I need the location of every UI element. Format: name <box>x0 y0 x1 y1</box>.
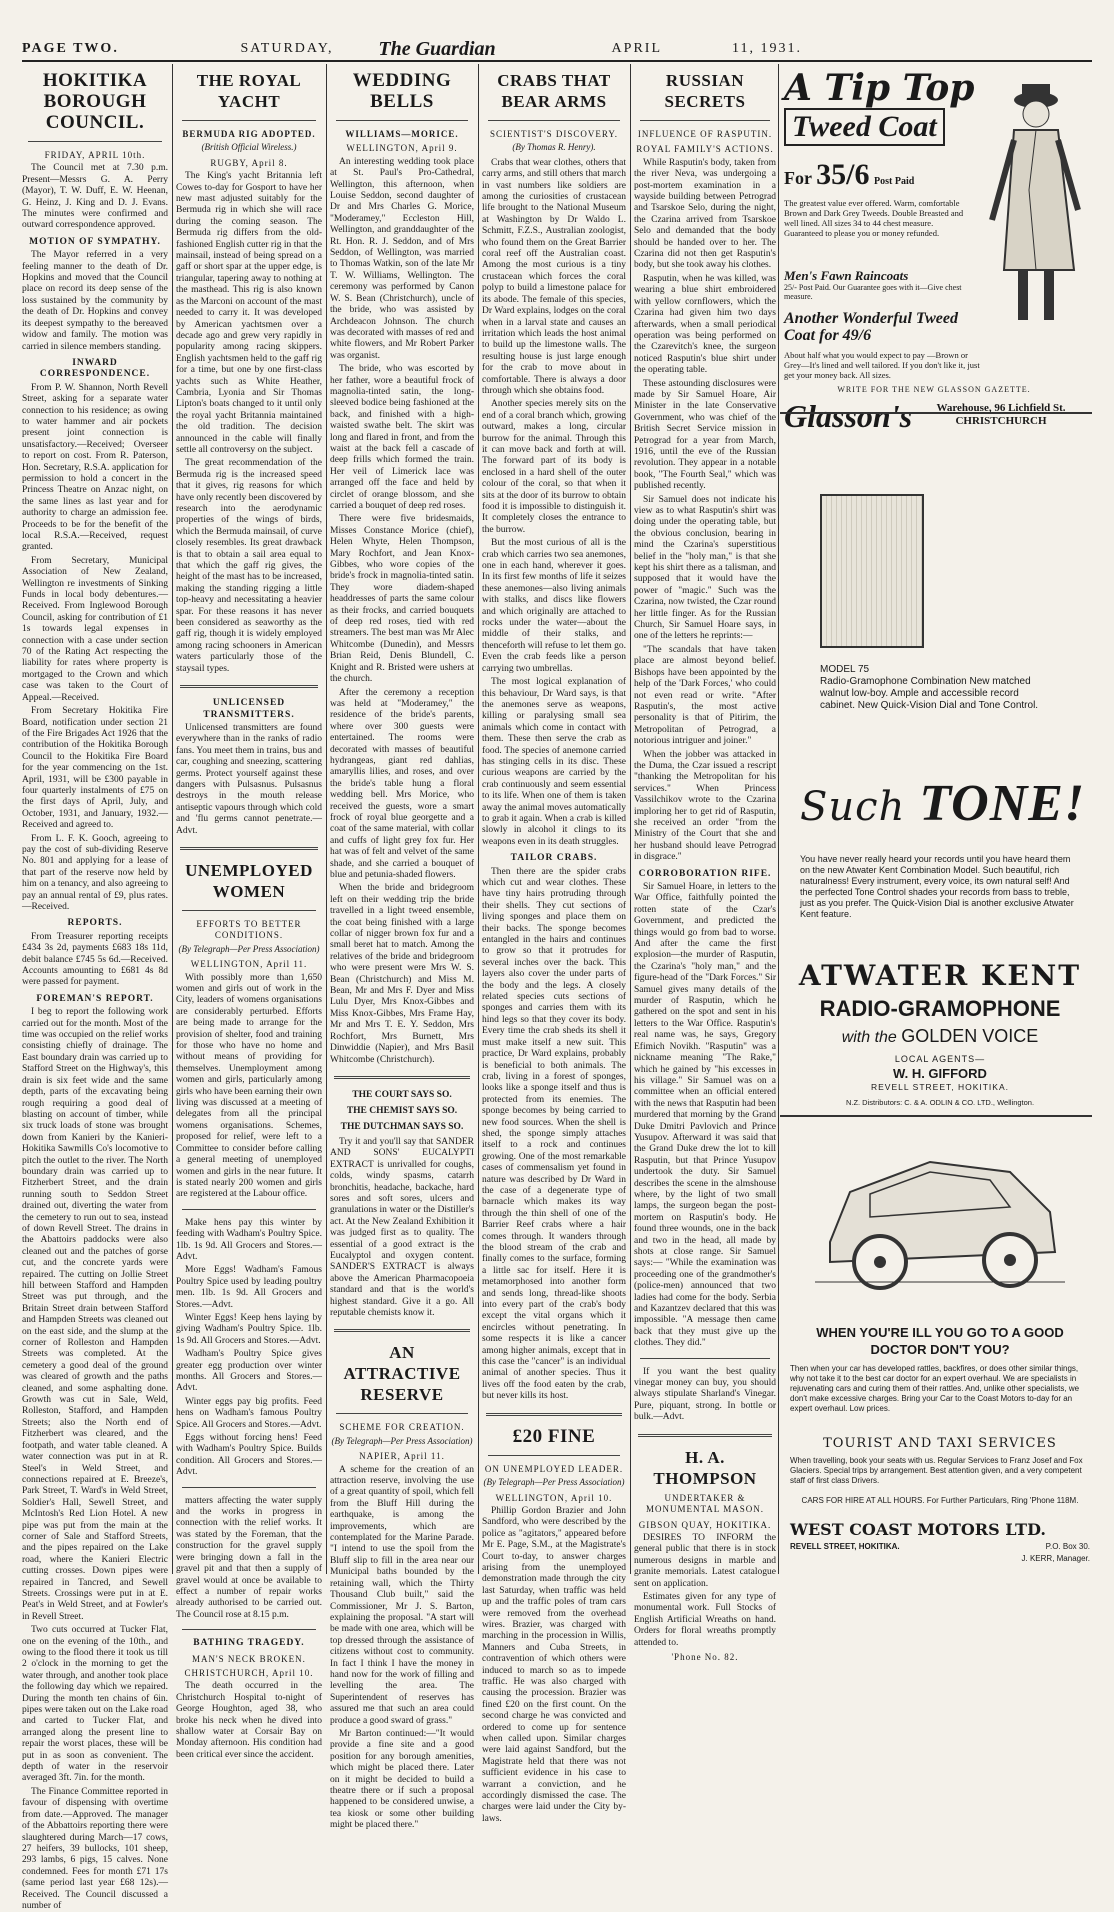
glasson-advert <box>784 67 1088 434</box>
column-rule <box>478 64 479 1574</box>
advert-thompson-trade: UNDERTAKER & MONUMENTAL MASON. <box>646 1492 764 1515</box>
west-coast-motors: WEST COAST MOTORS LTD. <box>790 1520 1046 1539</box>
advert-paragraph: Estimates given for any type of monumental work. Full Stocks of English Artificial Wreaths on hand. Orders for floral wreaths promptly attended to. <box>634 1591 776 1648</box>
street-address: REVELL STREET, HOKITIKA. <box>790 1542 900 1551</box>
golden-voice: GOLDEN VOICE <box>901 1026 1039 1046</box>
dateline: WELLINGTON, April 10. <box>495 1492 613 1503</box>
article-paragraph: From P. W. Shannon, North Revell Street, asking for a separate water connection to his residence; as owing to water hammer and air pockets present joint connection is unsatisfactory.—Received; Overseer to report on cost. From R. Paterson, Hon. Secretary, R.S.A. application for permission to hold a concert in the Princess Theatre on Anzac night, on the same lines as last year and for authority to charge an admission fee. Proceeds to be for the benefit of the local R.S.A.—Received, request granted. <box>22 382 168 553</box>
such-tone-headline <box>800 774 1090 833</box>
distributors: N.Z. Distributors: C. & A. ODLIN & CO. LTD., Wellington. <box>845 1098 1035 1107</box>
manager-name: J. KERR, Manager. <box>1021 1554 1090 1563</box>
credit-line: (By Telegraph—Per Press Association) <box>178 943 320 954</box>
radio-cabinet-illustration <box>820 494 924 648</box>
advert-paragraph: DESIRES TO INFORM the general public that there is in stock numerous designs in marble and granite memorials. Latest catalogue sent on application. <box>634 1532 776 1589</box>
article-paragraph: The most logical explanation of this behaviour, Dr Ward says, is that the anemones serve as weapons, killing or paralysing small sea animals which come in contact with them. These then serve the crab as food. The species of anemone carried has stinging cells in its disc. These curious weapons are carried by the crab continuously and seem essential to its life. When one of them is taken away the animal moves automatically to grab it again. When a crab is killed slowly in alcohol it clings to its weapons even in its death struggles. <box>482 677 626 847</box>
advert-paragraph: Try it and you'll say that SANDER AND SONS' EUCALYPTI EXTRACT is unrivalled for coughs, colds, windy spasms, catarrh bronchitis, headache, backache, hard sores and soft sores, ulcers and granulations in water or the Distiller's act. At the New Zealand Exhibition it was judged first as to quality. The essential of a good extract is the Eucalyptol and oxygen content. SANDER'S EXTRACT is always above the American Pharmacopoeia standard and that is the world's highest standard. Give it a go. All reputable chemists know it. <box>330 1136 474 1318</box>
glasson-another: Another Wonderful Tweed Coat for 49/6 <box>784 310 958 344</box>
masthead-rule <box>22 60 1092 62</box>
article-paragraph: Phillip Gordon Brazier and John Sandford, who were described by the police as "agitators," appeared before Mr E. Page, S.M., at the Magistrate's Court to-day, to answer charges arising from the unemployed demonstration made through the city last Saturday, when traffic was held up and the traffic poles of tram cars were removed from the overhead wires. Brazier, was charged with marching in the procession in Willis, Manners and Cuba Streets, in contravention of which others were induced to march so as to impede traffic. He was also charged with causing the procession. Brazier was fined £20 on the first count. On the second charge he was convicted and ordered to come up for sentence when called upon. Similar charges were laid against Sandford, but the Magistrate held that there was not sufficient evidence in his case to warrant a conviction, and he accordingly dismissed the case. The charges were laid under the City by-laws. <box>482 1505 626 1824</box>
article-paragraph: An interesting wedding took place at St. Paul's Pro-Cathedral, Wellington, this afternoon, when Louise Seddon, second daughter of Dr and Mrs Charles G. Morice, "Moderamey," Eccleston Hill, Wellington, and granddaughter of the Rt. Hon. R. J. Seddon, and of Mrs Seddon, of Wellington, was married to Thomas Watkin, son of the late Mr T. W. Williams, Wellington. The ceremony was performed by Canon W. S. Bean (Christchurch), uncle of the bride, who was assisted by Archdeacon Johnson. The church was decorated with masses of red and white flowers, and Mr Robert Parker was organist. <box>330 156 474 361</box>
subheadline: INFLUENCE OF RASPUTIN. <box>637 129 773 139</box>
advert-paragraph: Eggs without forcing hens! Feed with Wadham's Poultry Spice. Builds condition. All Grocers and Stores.—Advt. <box>176 1433 322 1478</box>
article-paragraph: Another species merely sits on the end of a coral branch which, growing outward, makes a long, circular burrow for the animal. Through this it can move back and forth at will. The forward part of its body is enclosed in a hard shell of the outer colour of the coral, so that when it sits at the door of its burrow to obtain food it is impossible to distinguish it. It completely closes the entrance to the burrow. <box>482 399 626 535</box>
golden-voice-line <box>790 1026 1090 1047</box>
subheadline: SCIENTIST'S DISCOVERY. <box>490 129 618 139</box>
advert-paragraph: Make hens pay this winter by feeding with Wadham's Poultry Spice. 1lb. 1s 9d. All Grocers and Stores.—Advt. <box>176 1217 322 1262</box>
glasson-headline-2: Tweed Coat <box>784 108 945 146</box>
advert-heading: THE COURT SAYS SO. <box>352 1089 452 1100</box>
dateline: NAPIER, April 11. <box>359 1451 445 1462</box>
subheadline: MAN'S NECK BROKEN. <box>192 1653 306 1664</box>
credit-line: (By Telegraph—Per Press Association) <box>331 1435 473 1446</box>
article-paragraph: The King's yacht Britannia left Cowes to-day for Gosport to have her new mast adjusted suitably for the Bermuda rig in which she will race during the coming season. The Bermuda rig differs from the old-fashioned English cutter rig in that the mainsail, instead of being spread on a gaff or short spar at the upper edge, is triangular, tapering away to nothing at the masthead. This rig is also known as the Marconi on account of the mast needed to carry it. It was developed by American yachtsmen over a decade ago and grew very rapidly in popularity among racing skippers. English yachtsmen held to the gaff rig for a time, but one by one first-class yachts such as White Heather, Cambria, Lyonia and Sir Thomas Lipton's boats changed to it until only the royal yacht Britannia maintained the old tradition. The decision announced in the cable will finally settle all controversy on the subject. <box>176 171 322 455</box>
column-royal-yacht <box>176 64 322 1760</box>
article-paragraph: A scheme for the creation of an attraction reserve, involving the use of a great quantity of spoil, which fell from the Bluff Hill during the earthquake, is among the improvements, which are contemplated for the Marine Parade. "I intend to use the spoil from the Bluff slip to fill in the area near our Municipal baths bounded by the retaining wall, which the Thirty Thousand Club built," said the Commissioner, Mr J. S. Barton, explaining the proposal. "A start will be made with one area, which will be top dressed through the assistance of citizens without cost to community. In fact I think I have the money in hand now for the work of filling and levelling the area. The Superintendent of reserves has assured me that such an area could produce a good sward of grass." <box>330 1464 474 1726</box>
divider <box>640 1358 770 1359</box>
subheadline: BERMUDA RIG ADOPTED. <box>182 129 316 139</box>
tone-copy: You have never really heard your records until you have heard them on the new Atwater Kent Combination Model. Such beautiful, rich naturalness! Every instrument, every voice, its own natural self! And the perfected Tone Control shades your records from bass to treble, just as you prefer. The Quick-Vision Dial is another exclusive Atwater Kent feature. <box>800 854 1074 919</box>
article-paragraph: From Secretary Hokitika Fire Board, notification under section 21 of the Fire Brigades Act 1926 that the contribution of the Hokitika Borough Council to the Hokitika Fire Board for the year commencing on the 1st. April, 1931, will be £300 payable in four quarterly instalments of £75 on the first days of April, July, and October, 1931, and January, 1932.—Received and agreed to. <box>22 706 168 831</box>
divider <box>486 1413 622 1416</box>
column-rule <box>778 64 779 1574</box>
article-paragraph: While Rasputin's body, taken from the river Neva, was undergoing a post-mortem examination in a wayside building between Petrograd and Tsarskoe Selo, during the night, the Czarina arrived from Tsarskoe Selo and demanded that the body should be handed over to her. The Czarina did not then get Rasputin's body, but she took away his clothes. <box>634 157 776 271</box>
divider <box>182 1629 316 1630</box>
headline-unemployed-women: UNEMPLOYED WOMEN <box>185 860 313 901</box>
adverts-column <box>780 64 1092 1574</box>
article-paragraph: From L. F. K. Gooch, agreeing to pay the cost of sub-dividing Reserve No. 801 and applying for a lease of that part of the reserve now held by him on a tenancy, and also agreeing to pay an annual rental of £9, plus rates.—Received. <box>22 833 168 912</box>
dateline: FRIDAY, APRIL 10th. <box>44 150 146 160</box>
glasson-fawn-price: 25/- Post Paid. Our Guarantee goes with it—Give chest measure. <box>784 283 962 301</box>
divider <box>28 141 162 142</box>
motor-car-illustration <box>810 1122 1070 1312</box>
local-agents: LOCAL AGENTS— <box>894 1054 986 1064</box>
article-paragraph: The Mayor referred in a very feeling manner to the death of Dr. Hopkins and moved that the Council place on record its deep sense of the loss sustained by the community by the death of Dr. Hopkins and convey its deepest sympathy to the bereaved widow and family. The motion was carried in silence members standing. <box>22 250 168 352</box>
agent-name: W. H. GIFFORD <box>893 1066 987 1081</box>
divider <box>180 847 318 850</box>
advert-paragraph: More Eggs! Wadham's Famous Poultry Spice used by leading poultry men. 1lb. 1s 9d. All Grocers and Stores.—Advt. <box>176 1265 322 1310</box>
credit-line: (British Official Wireless.) <box>201 142 297 153</box>
glasson-price: 35/6 <box>816 158 870 191</box>
article-paragraph: But the most curious of all is the crab which carries two sea anemones, one in each hand, wherever it goes. In its first few months of life it seizes these anemones—also living animals with stalks, and discs like flowers and which originally are attached to rocks under the water—about the middle of their stalks, and thenceforth will refuse to let them go. Even the crab feeds like a person carrying two umbrellas. <box>482 538 626 674</box>
dateline: WELLINGTON, April 11. <box>190 959 308 970</box>
agent-address: REVELL STREET, HOKITIKA. <box>871 1082 1009 1092</box>
article-paragraph: The Council met at 7.30 p.m. Present—Messrs G. A. Perry (Mayor), T. W. Duff, E. W. Heenan, G. Heinz, J. King and D. J. Evans. The minutes were confirmed and outward correspondence approved. <box>22 163 168 231</box>
advert-paragraph: Unlicensed transmitters are found everywhere than in the ranks of radio fans. You meet them in trains, bus and car, coughing and sneezing, scattering germs. Protect yourself against these dangers with Pulsasnus. Pulsasnus destroys in the mouth release antiseptic vapours through which cold and 'flu germs cannot penetrate.—Advt. <box>176 722 322 836</box>
such-word: Such <box>800 784 906 830</box>
page-number: PAGE TWO. <box>22 41 119 56</box>
glasson-for: For <box>784 168 812 188</box>
glasson-headline: A Tip Top <box>784 67 975 109</box>
article-paragraph: With possibly more than 1,650 women and girls out of work in the City, leaders of womens organisations are considerably perturbed. Efforts are being made to arrange for the provision of shelter, food and training for those who have no home and without means of providing for themselves. Unemployment among women and girls, particularly among girls who have been earning their own living was discussed at a meeting of delegates from all the principal womens organisations. Schemes, proposed for relief, were left to a Committee to consider before calling a general meeting of unemployed women and girls in the near future. It is stated nearly 200 women and girls are registered at the Labour office. <box>176 972 322 1200</box>
glasson-write: WRITE FOR THE NEW GLASSON GAZETTE. <box>837 385 1031 394</box>
credit-line: (By Thomas R. Henry). <box>512 142 596 153</box>
po-box: P.O. Box 30. <box>1045 1542 1090 1551</box>
subheading: FOREMAN'S REPORT. <box>36 993 154 1004</box>
advert-heading: THE DUTCHMAN SAYS SO. <box>340 1121 464 1132</box>
subheading: TAILOR CRABS. <box>510 853 598 864</box>
divider <box>334 1329 470 1332</box>
atwater-kent-logo: ATWATER KENT <box>798 959 1082 992</box>
glasson-price-line <box>784 158 914 192</box>
advert-thompson-phone: 'Phone No. 82. <box>671 1651 739 1662</box>
headline-royal-yacht: THE ROYAL YACHT <box>196 71 302 111</box>
article-paragraph: These astounding disclosures were made by Sir Samuel Hoare, Air Minister in the late Conservative Government, who was chief of the British Secret Service mission in Petrograd for a year from March, 1916, until the eve of the Russian revolution. They appear in a notable book, "The Fourth Seal," which was published recently. <box>634 378 776 492</box>
tourist-taxi-copy: When travelling, book your seats with us. Regular Services to Franz Josef and Fox Glaciers. Special trips by arrangement. Best attention given, and a very competent staff of first class Drivers. <box>790 1456 1083 1485</box>
article-paragraph: The great recommendation of the Bermuda rig is the increased speed that it gives, rig reasons for which have only recently been discovered by research into the aerodynamic properties of the wings of birds, which the Bermuda mainsail, of curve closely resembles. Its great drawback is that to obtain a sail area equal to that which the gaff rig gives, the height of the mast has to be increased, making the standing rigging a little top-heavy and necessitating a heavier spar. For these reasons it has never been considered as seaworthy as the gaff rig, though it is widely employed among racing schooners in American waters particularly those of the staysail types. <box>176 458 322 674</box>
article-paragraph: The death occurred in the Christchurch Hospital to-night of George Houghton, aged 38, who broke his neck when he dived into shallow water at Corsair Bay on Monday afternoon. His condition had been critical ever since the accident. <box>176 1681 322 1760</box>
subheadline: ROYAL FAMILY'S ACTIONS. <box>636 144 774 155</box>
article-paragraph: Two cuts occurred at Tucker Flat, one on the evening of the 10th., and owing to the flood there it took us till 2 o'clock in the morning to get the water through, and another took place the following day which we repaired. During the month ten chains of 6in. pipes were taken out on the Lake road and carted to Tucker Flat, and arranged along the present line to repair the worst places, these will be put in as soon as convenient. The depth of water in the reservoir averaged 3ft. 7in. for the month. <box>22 1625 168 1784</box>
subheading: REPORTS. <box>67 918 123 929</box>
good-doctor-headline: WHEN YOU'RE ILL YOU GO TO A GOOD DOCTOR DON'T YOU? <box>816 1325 1064 1357</box>
man-in-coat-illustration <box>974 70 1084 330</box>
article-paragraph: The bride, who was escorted by her father, wore a beautiful frock of magnolia-tinted satin, the long-sleeved bodice being fashioned at the back, and finished with a high-waisted swathe belt. The skirt was long and flared in front, and from the waist at the back fell a cascade of deep frills which formed the train. Her veil of Limerick lace was arranged off the face and held by circlet of orange blossom, and she carried a bouquet of deep red roses. <box>330 364 474 511</box>
subheading: BATHING TRAGEDY. <box>193 1638 305 1649</box>
divider <box>334 1076 470 1079</box>
divider <box>182 120 316 121</box>
article-paragraph: Sir Samuel does not indicate his view as to what Rasputin's shirt was doing under the operating table, but the obvious conclusion, bearing in mind the Czarina's superstitious belief in the "holy man," is that she kept his shirt there as a talisman, and supposed that it would have the power of "magic." Such was the Czarina, now twisted, the Czar round her little finger. As for the Russian Church, Sir Samuel Hoare says, in one of the letters he reprints:— <box>634 494 776 642</box>
column-rule <box>630 64 631 1574</box>
tone-word: TONE! <box>919 775 1086 832</box>
model-description: Radio-Gramophone Combination New matched walnut low-boy. Ample and accessible record cabinet. New Quick-Vision Dial and Tone Control. <box>820 676 1039 711</box>
column-rule <box>326 64 327 1574</box>
divider <box>336 1413 468 1414</box>
divider <box>336 120 468 121</box>
advert-paragraph: Wadham's Poultry Spice gives greater egg production over winter months. All Grocers and Stores.—Advt. <box>176 1349 322 1394</box>
article-paragraph: When the bride and bridegroom left on their wedding trip the bride travelled in a light tweed ensemble, the coat being finished with a large collar of nigger brown fox fur and a small beret hat to match. Among the relatives of the bride and bridegroom who were present were Mrs W. S. Bean (Christchurch) and Miss M. Bean, Mr and Mrs F. Dyer and Miss Lulu Dyer, Mrs Knox-Gibbes and Miss Knox-Gibbes, Mrs Frame Hay, Mr and Mrs T. E. Y. Seddon, Mrs Rochfort, Mrs Burnett, Mrs Dinwiddie (Napier), and Mrs Basil Whitcombe (Christchurch). <box>330 883 474 1065</box>
column-crabs <box>482 64 626 1824</box>
cars-for-hire: CARS FOR HIRE AT ALL HOURS. For Further Particulars, Ring 'Phone 118M. <box>801 1496 1079 1505</box>
column-russian-secrets <box>634 64 776 1662</box>
subheading: UNLICENSED TRANSMITTERS. <box>203 698 295 720</box>
golden-with: with the <box>841 1029 897 1046</box>
glasson-fawn <box>784 268 974 301</box>
article-paragraph: Crabs that wear clothes, others that carry arms, and still others that march in vast numbers like soldiers are among the curiosities of crustacean life brought to the National Museum at Washington by Dr Waldo L. Schmitt, F.Z.S., Australian zoologist, who found them on the Great Barrier coral reef off the Australian coast. Among the most curious is a tiny crustacean which forces the coral polyp to build a limestone palace for its abode. The female of this species, Dr Ward explains, lodges on the coral when in a larval state and causes an irritation which leads the host animal to build up the limestone walls. The resulting house is just large enough for the crab to move about in comfortable. There is always a door through which she obtains food. <box>482 157 626 396</box>
divider <box>182 1487 316 1488</box>
subheadline: WILLIAMS—MORICE. <box>345 129 459 139</box>
headline-wedding-bells: WEDDING BELLS <box>352 70 452 112</box>
masthead-month: APRIL <box>611 41 662 56</box>
headline-fine: £20 FINE <box>512 1425 596 1447</box>
newspaper-title: The Guardian <box>378 37 496 60</box>
divider <box>182 910 316 911</box>
article-paragraph: "The scandals that have taken place are almost beyond belief. Bishops have been appointed by the help of the 'Dark Forces,' who could not even read or write. "After Rasputin's, the most active personality is that of Pitirim, the Metropolitan of Petrograd, a notorious intriguer and joiner." <box>634 644 776 747</box>
subheadline: ON UNEMPLOYED LEADER. <box>484 1463 624 1474</box>
headline-crabs: CRABS THAT BEAR ARMS <box>497 71 611 111</box>
west-coast-motors-address <box>790 1542 1090 1551</box>
subheading: INWARD CORRESPONDENCE. <box>39 357 151 380</box>
column-borough-council <box>22 64 168 1911</box>
article-paragraph: From Secretary, Municipal Association of New Zealand, Wellington re investments of Sinking Funds in local body debentures.—Received. From Inglewood Borough Council, asking for contribution of £1 1s towards legal expenses in connection with a case under section 70 of the Rating Act respecting the liability for rates where property is mortgaged to the Crown and which case was taken to the Court of Appeal.—Received. <box>22 555 168 703</box>
column-wedding-bells <box>330 64 474 1831</box>
article-paragraph: Mr Barton continued:—"It would provide a fine site and a good position for any borough amenities, which might be placed there. Later on it might be decided to build a theatre there or if such a proposal happened to be considered unwise, a tea kiosk or some other building might be placed there." <box>330 1728 474 1831</box>
headline-borough-council: HOKITIKA BOROUGH COUNCIL. <box>42 70 148 133</box>
divider <box>640 120 770 121</box>
advert-paragraph: Winter Eggs! Keep hens laying by giving Wadham's Poultry Spice. 1lb. 1s 9d. All Grocers and Stores.—Advt. <box>176 1312 322 1346</box>
article-paragraph: The Finance Committee reported in favour of dispensing with overtime from date.—Approved. The manager of the Abbattoirs reporting there were slaughtered during March—17 cows, 27 heifers, 39 bullocks, 101 sheep, 293 lambs, 6 pigs, 15 calves. None condemned. Fees for month £71 17s (same period last year £68 12s).—Received. The Council discussed a number of <box>22 1786 168 1911</box>
article-paragraph: After the ceremony a reception was held at "Moderamey," the residence of the bride's parents, where over 300 guests were entertained. The rooms were decorated with masses of beautiful hydrangeas, giant red dahlias, amaryllis lilies, and roses, and over the bride's table hung a floral wedding bell. Mrs Morice, who received the guests, wore a smart frock of royal blue georgette and a coat of the same material, with collar and cuffs of light grey fox fur. Her hat was of felt and velvet of the same shade, and she carried a bouquet of blue and petunia-shaded flowers. <box>330 687 474 880</box>
credit-line: (By Telegraph—Per Press Association) <box>483 1477 625 1488</box>
subheading: CORROBORATION RIFE. <box>638 868 772 879</box>
article-paragraph: There were five bridesmaids, Misses Constance Morice (chief), Helen Whyte, Helen Thompson, Mary Rochfort, and Jean Knox-Gibbes, who wore copies of the bride's frock in magnolia-tinted satin. They wore diadem-shaped headdresses of parts the same colour as their frocks, and carried bouquets of deep red roses, tied with red streamers. The best man was Mr Alec Whitcombe (Dunedin), and Messrs Brian Reid, Denis Blundell, C. Knight and R. Bristed were ushers at the church. <box>330 514 474 685</box>
good-doctor-copy: Then when your car has developed rattles, backfires, or does other similar things, why not take it to the best car doctor for an expert overhaul. We are specialists in rejuvenating cars and curing them of their rattles. And, unlike other specialists, we don't make excessive charges. Bring your Car to the Coast Motors to-day for an expert overhaul. Low prices. <box>790 1364 1080 1413</box>
advert-rule <box>780 1115 1092 1117</box>
glasson-copy-2: About half what you would expect to pay —Brown or Grey—It's lined and well tailored. If you don't like it, just get your money back. All sizes. <box>784 350 980 380</box>
divider <box>488 120 620 121</box>
masthead-day: SATURDAY, <box>240 41 334 56</box>
article-paragraph: matters affecting the water supply and the works in progress in connection with the relief works. It was stated by the Foreman, that the construction for the gravel supply were bringing down a fall in the gravel pit and that then a supply of gravel would at once be available to effect a number of repair works already authorised to be carried out. The Council rose at 8.15 p.m. <box>176 1495 322 1620</box>
divider <box>488 1455 620 1456</box>
headline-russian-secrets: RUSSIAN SECRETS <box>664 71 746 111</box>
subheadline: SCHEME FOR CREATION. <box>339 1422 465 1433</box>
glasson-copy: The greatest value ever offered. Warm, comfortable Brown and Dark Grey Tweeds. Double Breasted and well lined. All sizes 34 to 44 chest measure. Guaranteed to please you or money refunded. <box>784 198 964 238</box>
model-75-copy <box>820 664 1040 712</box>
article-paragraph: When the jobber was attacked in the Duma, the Czar issued a rescript "thanking the Metropolitan for his services." When Princess Vassilchikov wrote to the Czarina imploring her to get rid of Rasputin, she received an order "from the Ministry of the Court that she and her husband should leave Petrograd in disgrace." <box>634 749 776 863</box>
divider <box>182 1209 316 1210</box>
advert-rule <box>780 412 1092 414</box>
subheading: MOTION OF SYMPATHY. <box>29 236 161 247</box>
dateline: WELLINGTON, April 9. <box>346 143 458 154</box>
advert-thompson-name: H. A. THOMPSON <box>653 1447 757 1488</box>
tourist-taxi-heading: TOURIST AND TAXI SERVICES <box>823 1436 1057 1451</box>
article-paragraph: From Treasurer reporting receipts £434 3s 2d, payments £683 18s 11d, debit balance £745 5s 6d.—Received. Accounts amounting to £681 4s 8d were passed for payment. <box>22 931 168 988</box>
masthead <box>22 38 1092 60</box>
glasson-brand: Glasson's <box>784 398 913 434</box>
advert-thompson-address: GIBSON QUAY, HOKITIKA. <box>638 1519 772 1530</box>
glasson-address: Warehouse, 96 Lichfield St. CHRISTCHURCH <box>936 402 1066 427</box>
model-title: MODEL 75 <box>820 664 870 675</box>
headline-attractive-reserve: AN ATTRACTIVE RESERVE <box>343 1343 461 1405</box>
glasson-fawn-title: Men's Fawn Raincoats <box>784 268 909 283</box>
glasson-post: Post Paid <box>874 176 915 187</box>
column-rule <box>172 64 173 1574</box>
advert-heading: THE CHEMIST SAYS SO. <box>346 1105 458 1116</box>
article-paragraph: Then there are the spider crabs which cut and wear clothes. These have tiny hairs protruding through their shells. They cut sections of living sponges and place them on their backs. The sponge becomes entangled in the hairs and continues to grow so that it protrudes for several inches over the back. This layers also cover the under parts of the body and the legs. A closely related species cuts sections of sponges and carries them with its hind legs so that they cover its body. Every time the crab sheds its shell it must make itself a new suit. This practice, Dr Ward explains, probably is beneficial to both animals. The crab, living in a forest of sponges, looks like a sponge itself and thus is protected from its enemies. The sponge becomes by being carried to new food sources. When the shell is shed, the sponge simply attaches itself to a rock and continues growing. One of the most remarkable cases of commensalism yet found in nature was described by Dr Ward in the case of a degenerate type of barnacle which makes its way through the thin shell of one of the Barrier Reef crabs where a hair comes through. It wanders through the blood stream of the crab and finally comes to the surface, forming a little sac for itself. Here it is metamorphosed into another form and sends long, thread-like shoots into every part of the crab's body except the vital organs which it encircles without penetrating. In some respects it is like a cancer among higher animals, except that in this case the "cancer" is an individual animal of another species. Thus it lives off the food eaten by the crab, but never kills its host. <box>482 866 626 1402</box>
article-paragraph: Rasputin, when he was killed, was wearing a blue shirt embroidered with yellow cornflowers, which the Czarina had given him two days afterwards, when a small periodical operation was being performed on the Czarevitch's knee, the surgeon noticed Rasputin's blue shirt under the operating table. <box>634 273 776 376</box>
dateline: CHRISTCHURCH, April 10. <box>184 1667 314 1678</box>
subheadline: EFFORTS TO BETTER CONDITIONS. <box>196 918 302 941</box>
dateline: RUGBY, April 8. <box>210 157 288 168</box>
masthead-date: 11, 1931. <box>732 41 802 56</box>
divider <box>638 1434 772 1437</box>
radio-gramophone-title: RADIO-GRAMOPHONE <box>819 996 1061 1021</box>
divider <box>180 685 318 688</box>
article-paragraph: Sir Samuel Hoare, in letters to the War Office, faithfully pointed the rotten state of the Czar's Government, and predicted the things would go from bad to worse. And after the came the first explosion—the murder of Rasputin, the Czarina's "holy man," and the figure-head of the "Dark Forces." Sir Samuel gives many details of the murder of Rasputin, which he gathered on the spot and sent in his letters to the War Office. Rasputin's real name was, he says, Gregory Efimich Novikh. "Rasputin" was a nickname meaning "The Rake," which he gained by "his excesses in his village." Sir Samuel was on a committee when an official entered with the news that Rasputin had been murdered that morning by the Grand Duke Dmitri Pavlovich and Prince Yusupov. Afterward it was said that the Grand Duke drew the lot to kill Rasputin, but that Prince Yusupov undertook the duty. Sir Samuel describes the scene in the almshouse where, by the light of two small lamps, the surgeon began the post-mortem on Rasputin's body. He found three wounds, one in the back and two in the head, all made by shots at close range. Sir Samuel says:— "While the examination was proceeding one of the grandmother's (police-men) announced that two ladies had come for the body. Serbia and Kazantzev declared that this was impossible. "A message then came back that they must give up the clothes. They did." <box>634 882 776 1349</box>
advert-paragraph: If you want the best quality vinegar money can buy, you should always stipulate Sharland's Vinegar. Pure, piquant, strong. In bottle or bulk.—Advt. <box>634 1366 776 1423</box>
advert-paragraph: Winter eggs pay big profits. Feed hens on Wadham's famous Poultry Spice. All Grocers and Stores.—Advt. <box>176 1396 322 1430</box>
article-paragraph: I beg to report the following work carried out for the month. Most of the time was occupied on the relief works consisting chiefly of drainage. The East boundary drain was carried up to Stafford Street on the Highway's, this drain is six feet wide and the same depth, parts of the excavating being rough requiring a good deal of blasting on account of timber, while six truck loads of stone was brought down from Kanieri by the Kanieri-Hokitika Sawmills Co's locomotive to pitch the outlet to the river. The North boundary drain was carried up to Fitzherbert Street, and the drain running south to Seddon Street drained out, diverting the water from the cemetery to run out to sea, instead of down Revell Street. The drains in the Abattoirs paddocks were also cleaned out and the patches of gorse cut, and the concrete yards were repaired. The cutting on Jollie Street hill between Stafford and Hampden Street was put through, and the Britain Street drain between Stafford and Hampden Streets was cleaned out on the east side, and the slump at the corner of Rolleston and Hampden Streets was completed. At the cemetery a good deal of the ground was cleared of growth and the paths cleaned, and some asphalting done. Growth was cut in Sale, Weld, Rolleston, Stafford, and Hampden Streets; also the North end of Fitzherbert was cleared, and the footpath, and water table cleaned. A water connection was put in at R. Steel's in Weld Street, and connections repaired at E. Breeze's, Park Street, T. Ward's in Weld Street, Soldier's Hall, Sewell Street, and McIntosh's Red Lion Hotel. A new pipe was put from the main at the corner of Sale and Stafford Streets, and the pipes repaired on the Lake road, where the Kanieri Electric cutting crosses. Down pipes were repaired in Tancred, and Sewell Streets. Crossings were put in at E. Peat's in Weld Street, and at Fowler's in Revell Street. <box>22 1007 168 1622</box>
